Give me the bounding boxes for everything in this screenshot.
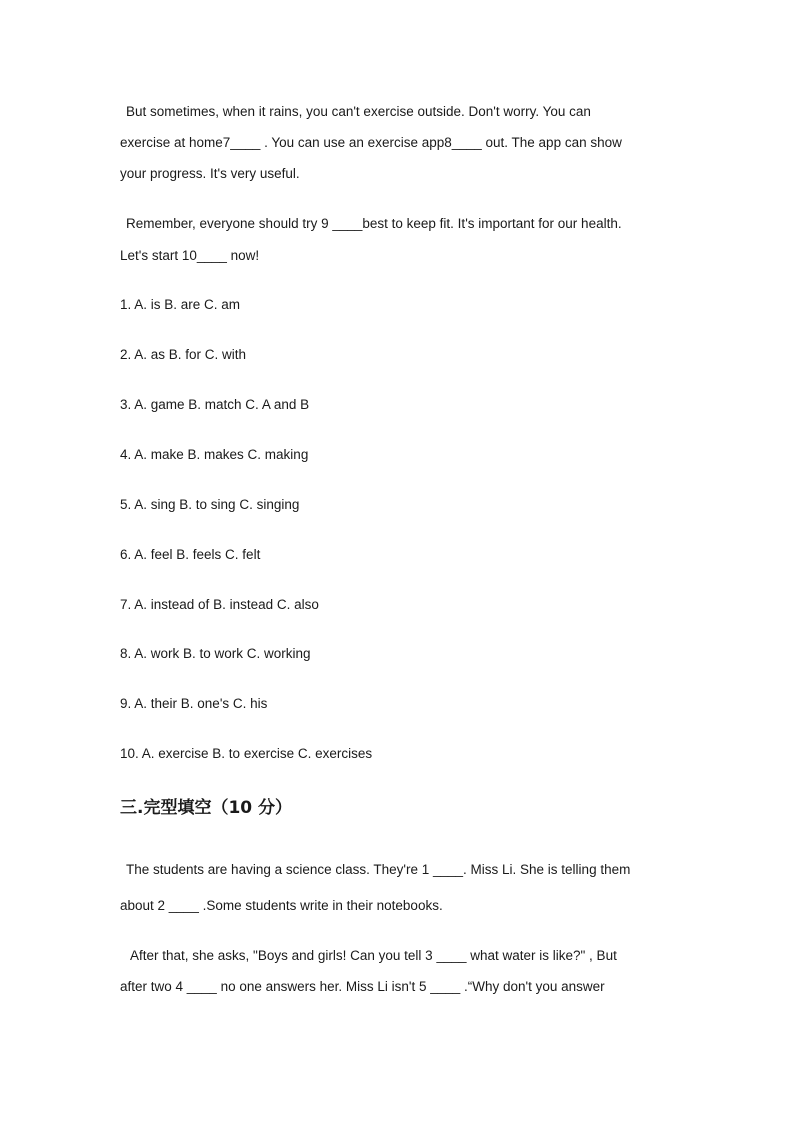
passage-line-3: your progress. It's very useful. (120, 166, 300, 181)
cloze-line-4: after two 4 ____ no one answers her. Miss Li isn't 5 ____ .“Why don't you answer (120, 979, 605, 994)
passage-line-2: exercise at home7____ . You can use an exercise app8____ out. The app can show (120, 135, 622, 150)
option-item-2: 2. A. as B. for C. with (120, 347, 247, 362)
option-item-9: 9. A. their B. one's C. his (120, 696, 268, 711)
option-item-4: 4. A. make B. makes C. making (120, 447, 309, 462)
option-item-6: 6. A. feel B. feels C. felt (120, 547, 261, 562)
cloze-line-1: The students are having a science class. They're 1 ____. Miss Li. She is telling them (126, 862, 631, 877)
option-item-8: 8. A. work B. to work C. working (120, 646, 311, 661)
option-item-10: 10. A. exercise B. to exercise C. exercises (120, 746, 373, 761)
section-heading: 三.完型填空（10 分） (120, 798, 293, 818)
passage-line-4: Remember, everyone should try 9 ____best to keep fit. It's important for our health. (126, 216, 622, 231)
option-item-1: 1. A. is B. are C. am (120, 297, 241, 312)
option-item-3: 3. A. game B. match C. A and B (120, 397, 310, 412)
option-item-5: 5. A. sing B. to sing C. singing (120, 497, 300, 512)
option-item-7: 7. A. instead of B. instead C. also (120, 597, 319, 612)
passage-line-1: But sometimes, when it rains, you can't exercise outside. Don't worry. You can (126, 104, 591, 119)
cloze-line-3: After that, she asks, "Boys and girls! Can you tell 3 ____ what water is like?" , But (130, 948, 617, 963)
cloze-line-2: about 2 ____ .Some students write in their notebooks. (120, 898, 443, 913)
passage-line-5: Let's start 10____ now! (120, 248, 260, 263)
